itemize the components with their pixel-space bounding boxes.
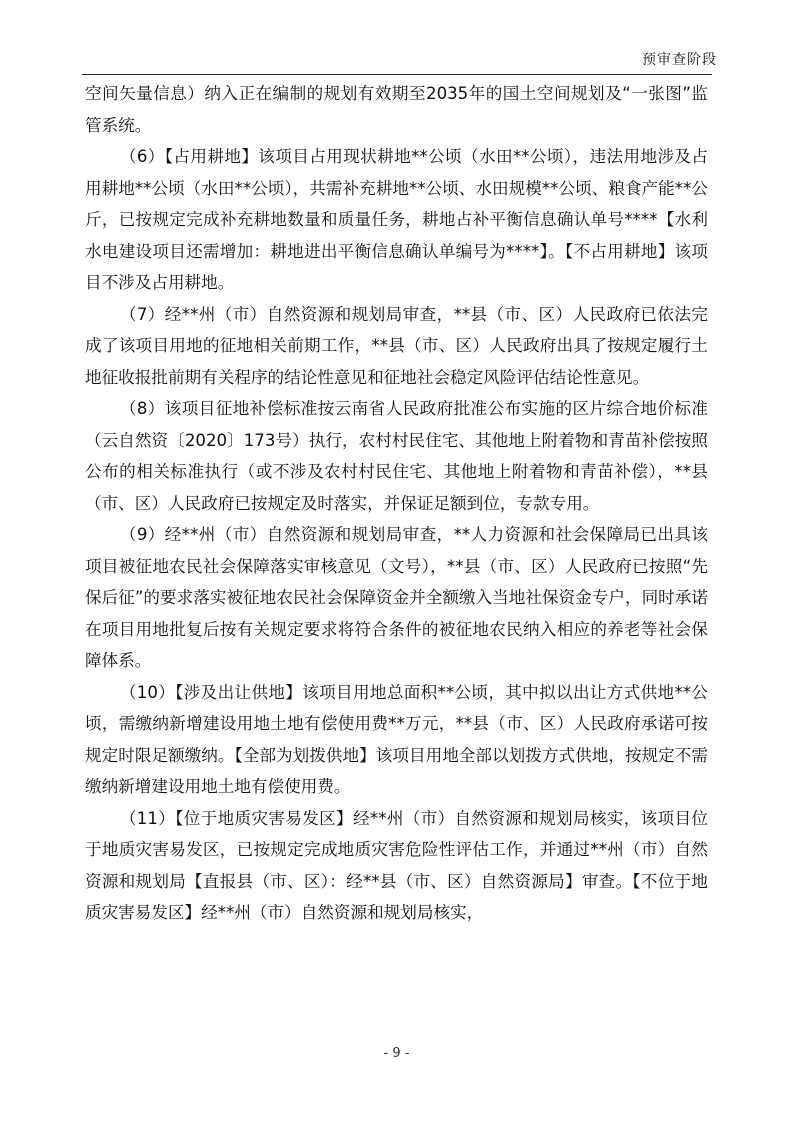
stage-label: 预审查阶段 [642,52,717,68]
paragraph-item-9: （9）经**州（市）自然资源和规划局审查，**人力资源和社会保障局已出具该项目被征地农民社会保障落实审核意见（文号），**县（市、区）人民政府已按照“先保后征”的要求落实被征地农民社会保障资金并全额缴入当地社保资金专户，同时承诺在项目用地批复后按有关规定要求将符合条件的被征地农民纳入相应的养老等社会保障体系。 [85,525,708,670]
document-body [85,78,708,929]
paragraph-item-7: （7）经**州（市）自然资源和规划局审查，**县（市、区）人民政府已依法完成了该项目用地的征地相关前期工作，**县（市、区）人民政府出具了按规定履行土地征收报批前期有关程序的结论性意见和征地社会稳定风险评估结论性意见。 [85,304,708,387]
paragraph-continuation: 空间矢量信息）纳入正在编制的规划有效期至2035年的国土空间规划及“一张图”监管系统。 [85,84,708,135]
header-divider [82,74,712,75]
paragraph-item-11: （11）【位于地质灾害易发区】经**州（市）自然资源和规划局核实，该项目位于地质灾害易发区，已按规定完成地质灾害危险性评估工作，并通过**州（市）自然资源和规划局【直报县（市、区）：经**县（市、区）自然资源局】审查。【不位于地质灾害易发区】经**州（市）自然资源和规划局核实， [85,808,708,922]
paragraph-item-6: （6）【占用耕地】该项目占用现状耕地**公顷（水田**公顷），违法用地涉及占用耕地**公顷（水田**公顷），共需补充耕地**公顷、水田规模**公顷、粮食产能**公斤，已按规定完成补充耕地数量和质量任务，耕地占补平衡信息确认单号****【水利水电建设项目还需增加：耕地进出平衡信息确认单编号为****】。【不占用耕地】该项目不涉及占用耕地。 [85,147,708,292]
page-number: - 9 - [383,1046,410,1061]
paragraph-item-8: （8）该项目征地补偿标准按云南省人民政府批准公布实施的区片综合地价标准（云自然资〔2020〕173号）执行，农村村民住宅、其他地上附着物和青苗补偿按照公布的相关标准执行（或不涉及农村村民住宅、其他地上附着物和青苗补偿），**县（市、区）人民政府已按规定及时落实，并保证足额到位，专款专用。 [85,399,708,513]
paragraph-item-10: （10）【涉及出让供地】该项目用地总面积**公顷，其中拟以出让方式供地**公顷，需缴纳新增建设用地土地有偿使用费**万元，**县（市、区）人民政府承诺可按规定时限足额缴纳。【全部为划拨供地】该项目用地全部以划拨方式供地，按规定不需缴纳新增建设用地土地有偿使用费。 [85,682,708,796]
